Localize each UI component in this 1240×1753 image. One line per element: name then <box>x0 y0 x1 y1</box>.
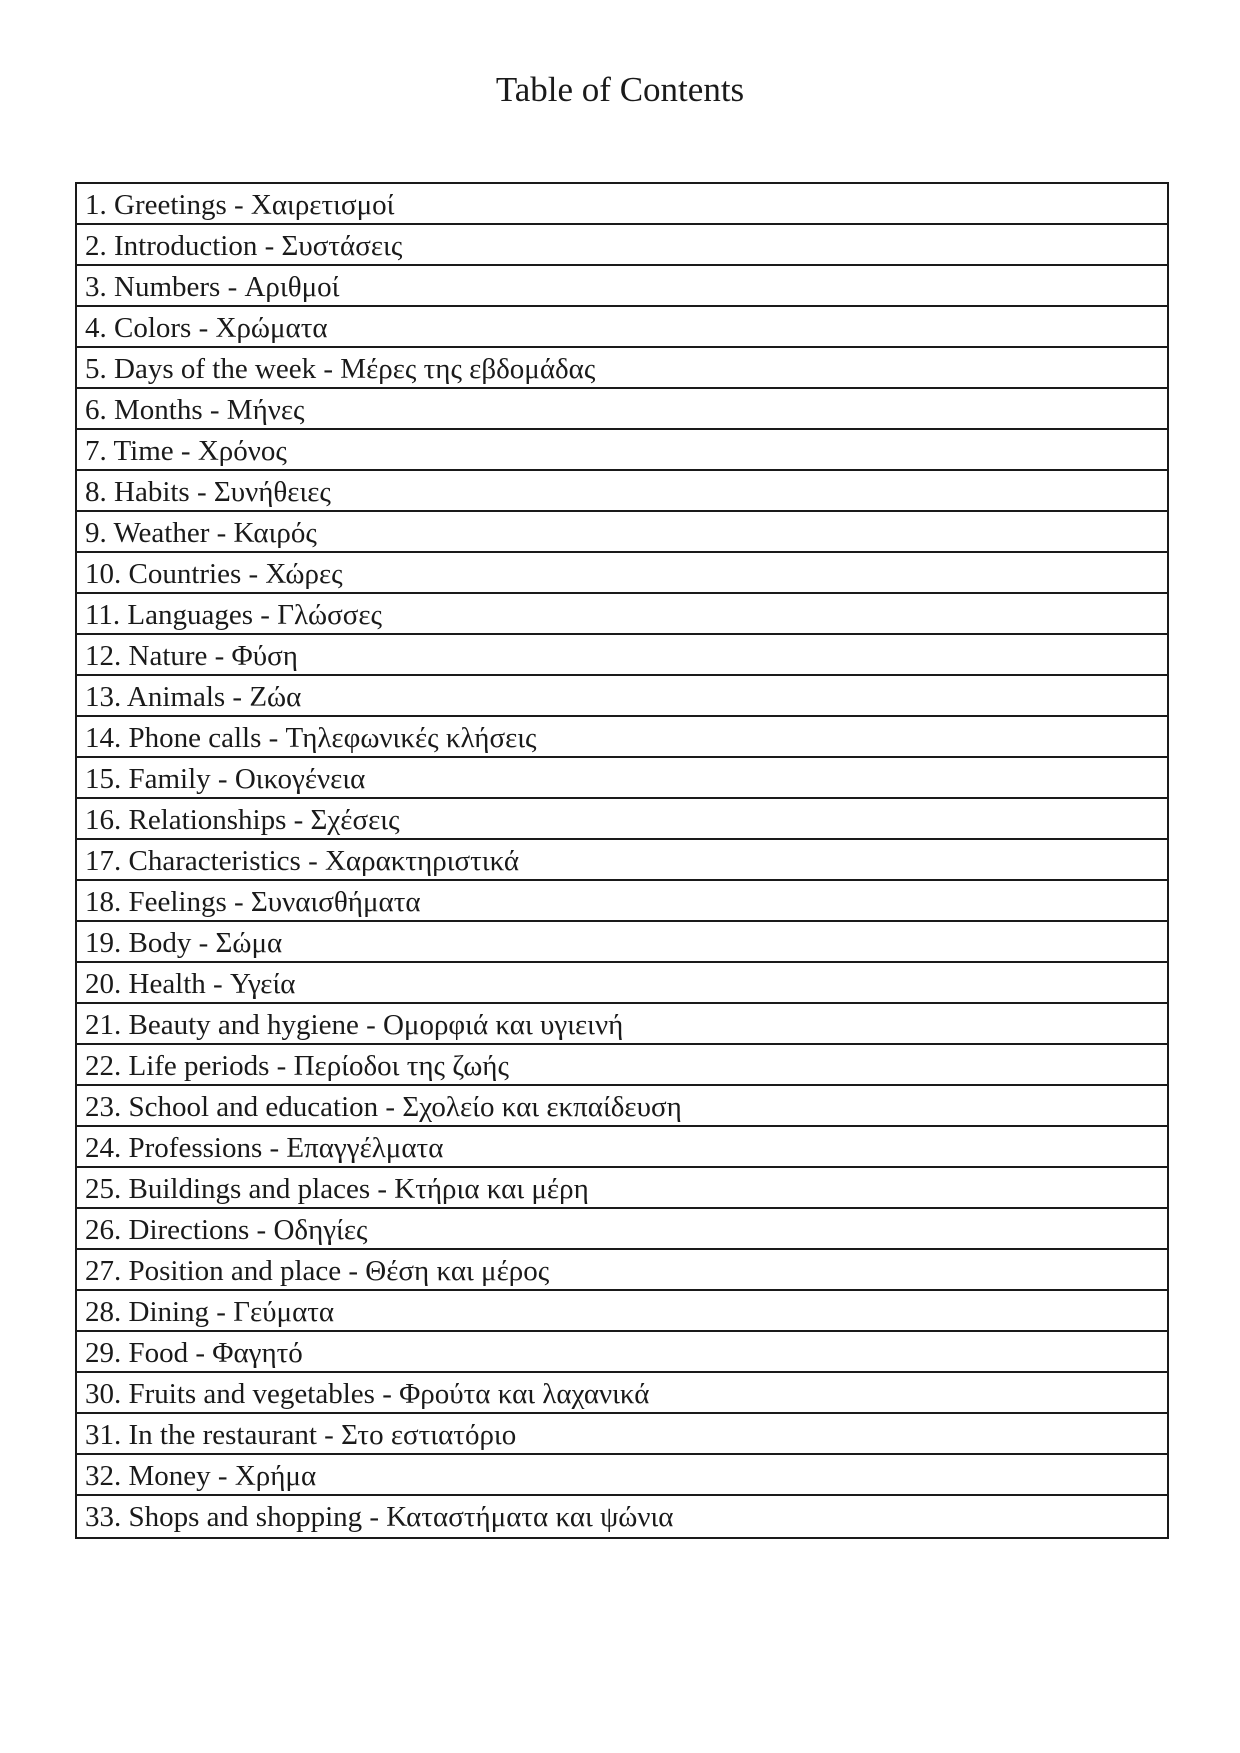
toc-entry[interactable]: 25. Buildings and places - Κτήρια και μέρη <box>77 1168 1167 1209</box>
toc-entry[interactable]: 6. Months - Μήνες <box>77 389 1167 430</box>
toc-entry[interactable]: 12. Nature - Φύση <box>77 635 1167 676</box>
page-title: Table of Contents <box>495 70 745 109</box>
toc-entry[interactable]: 27. Position and place - Θέση και μέρος <box>77 1250 1167 1291</box>
toc-entry[interactable]: 10. Countries - Χώρες <box>77 553 1167 594</box>
toc-entry[interactable]: 29. Food - Φαγητό <box>77 1332 1167 1373</box>
toc-entry[interactable]: 11. Languages - Γλώσσες <box>77 594 1167 635</box>
toc-entry[interactable]: 9. Weather - Καιρός <box>77 512 1167 553</box>
toc-entry[interactable]: 16. Relationships - Σχέσεις <box>77 799 1167 840</box>
toc-entry[interactable]: 15. Family - Οικογένεια <box>77 758 1167 799</box>
toc-entry[interactable]: 2. Introduction - Συστάσεις <box>77 225 1167 266</box>
toc-entry[interactable]: 19. Body - Σώμα <box>77 922 1167 963</box>
toc-entry[interactable]: 17. Characteristics - Χαρακτηριστικά <box>77 840 1167 881</box>
toc-entry[interactable]: 3. Numbers - Αριθμοί <box>77 266 1167 307</box>
toc-entry[interactable]: 13. Animals - Ζώα <box>77 676 1167 717</box>
toc-entry[interactable]: 31. In the restaurant - Στο εστιατόριο <box>77 1414 1167 1455</box>
toc-entry[interactable]: 20. Health - Υγεία <box>77 963 1167 1004</box>
toc-entry[interactable]: 4. Colors - Χρώματα <box>77 307 1167 348</box>
toc-entry[interactable]: 8. Habits - Συνήθειες <box>77 471 1167 512</box>
toc-entry[interactable]: 26. Directions - Οδηγίες <box>77 1209 1167 1250</box>
toc-entry[interactable]: 23. School and education - Σχολείο και εκπαίδευση <box>77 1086 1167 1127</box>
toc-entry[interactable]: 28. Dining - Γεύματα <box>77 1291 1167 1332</box>
toc-entry[interactable]: 5. Days of the week - Μέρες της εβδομάδας <box>77 348 1167 389</box>
toc-entry[interactable]: 21. Beauty and hygiene - Ομορφιά και υγιεινή <box>77 1004 1167 1045</box>
toc-table <box>75 182 1169 1539</box>
toc-entry[interactable]: 22. Life periods - Περίοδοι της ζωής <box>77 1045 1167 1086</box>
toc-entry[interactable]: 14. Phone calls - Τηλεφωνικές κλήσεις <box>77 717 1167 758</box>
toc-entry[interactable]: 32. Money - Χρήμα <box>77 1455 1167 1496</box>
toc-entry[interactable]: 1. Greetings - Χαιρετισμοί <box>77 184 1167 225</box>
toc-entry[interactable]: 7. Time - Χρόνος <box>77 430 1167 471</box>
toc-entry[interactable]: 18. Feelings - Συναισθήματα <box>77 881 1167 922</box>
toc-entry[interactable]: 24. Professions - Επαγγέλματα <box>77 1127 1167 1168</box>
toc-entry[interactable]: 30. Fruits and vegetables - Φρούτα και λαχανικά <box>77 1373 1167 1414</box>
toc-entry[interactable]: 33. Shops and shopping - Καταστήματα και ψώνια <box>85 1501 674 1533</box>
